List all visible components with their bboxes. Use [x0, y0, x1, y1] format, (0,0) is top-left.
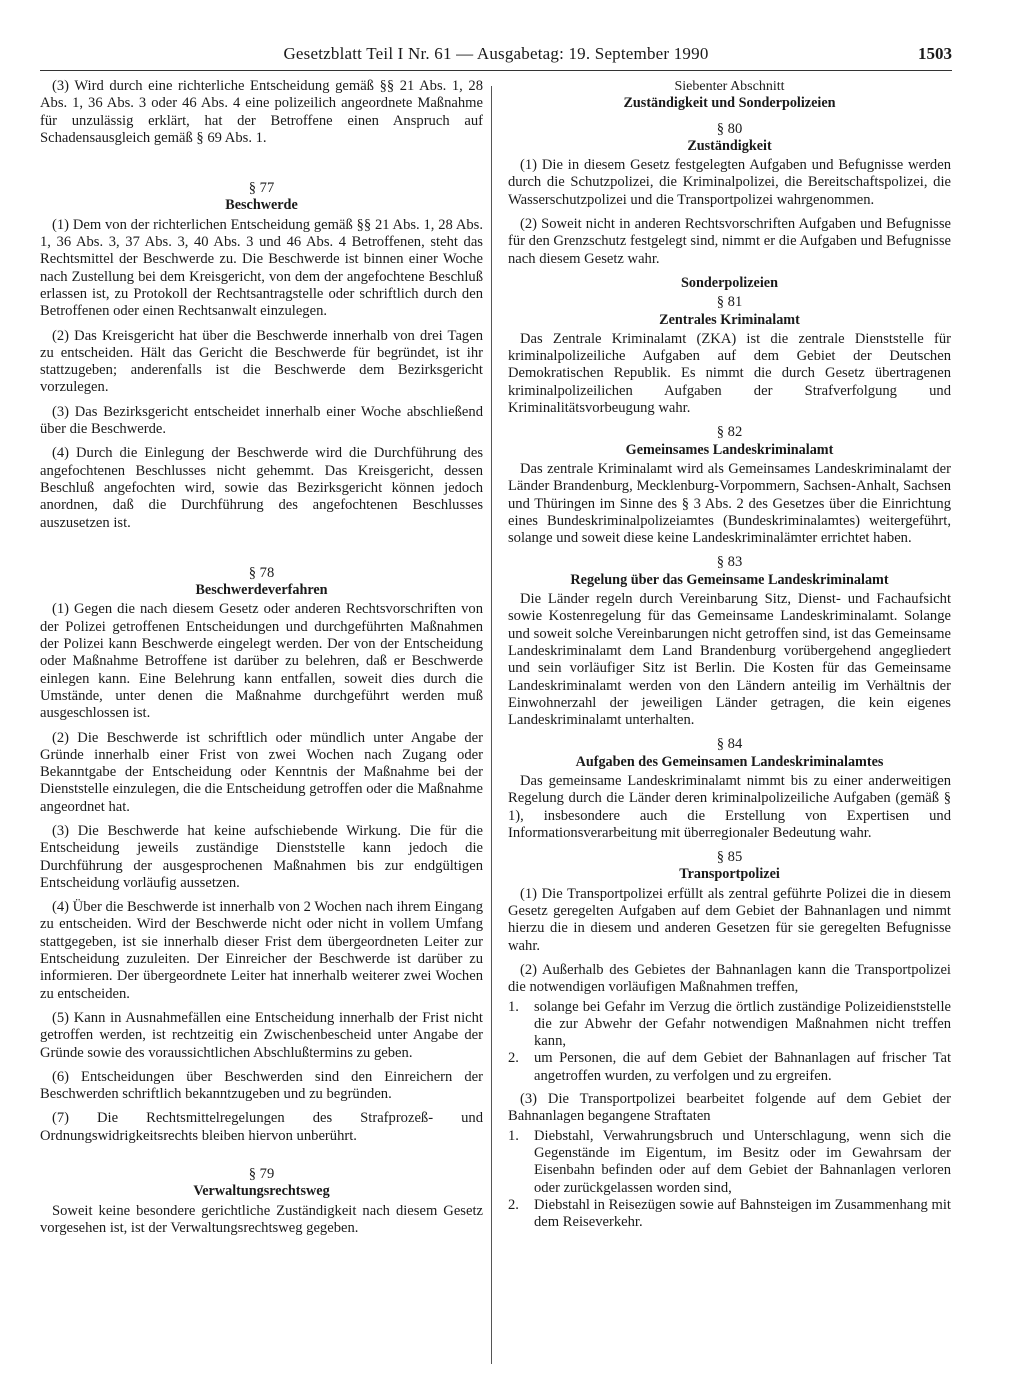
- paragraph-85-1: (1) Die Transportpolizei erfüllt als zentral geführte Polizei die in diesem Gesetz geregelten Aufgaben auf dem Gebiet der Bahnanlagen und nimmt hierzu die in diesem und anderen Gesetzen für sie geregelten Befugnisse wahr.: [508, 885, 951, 954]
- list-85-3: [508, 1128, 951, 1232]
- page-header: [40, 44, 952, 71]
- column-divider: [491, 86, 492, 1364]
- section-83-number: § 83: [716, 554, 743, 571]
- paragraph-82-1: Das zentrale Kriminalamt wird als Gemeinsames Landeskriminalamt der Länder Brandenburg, Mecklenburg-Vorpommern, Sachsen-Anhalt, Sachsen und Thüringen im Sinne des § 3 Abs. 2 des Gesetzes über die Einrichtung eines Bundeskriminalpolizeiamtes (Bundeskriminalamtes) weitergeführt, solange und soweit diese keine Landeskriminalämter errichtet haben.: [508, 460, 951, 547]
- section-85-title: Transportpolizei: [679, 866, 780, 883]
- section-84-title: Aufgaben des Gemeinsamen Landeskriminalamtes: [575, 753, 884, 770]
- paragraph-77-4: (4) Durch die Einlegung der Beschwerde wird die Durchführung des angefochtenen Beschlusses nicht gehemmt. Das Kreisgericht, dessen Beschluß angefochten wird, sowie das Bezirksgericht können jedoch anordnen, daß die Durchführung des angefochtenen Beschlusses auszusetzen ist.: [40, 445, 483, 531]
- list-item: 2. Diebstahl in Reisezügen sowie auf Bahnsteigen im Zusammenhang mit dem Reiseverkehr.: [508, 1196, 951, 1231]
- section-81-title: Zentrales Kriminalamt: [659, 311, 800, 328]
- paragraph-78-2: (2) Die Beschwerde ist schriftlich oder mündlich unter Angabe der Gründe innerhalb einer Frist von zwei Wochen nach Zugang oder Bekanntgabe der Entscheidung oder Kenntnis der Maßnahme bei der Dienststelle einzulegen, die die Entscheidung getroffen oder die Maßnahme angeordnet hat.: [40, 729, 483, 815]
- section-80-title: Zuständigkeit: [687, 137, 772, 154]
- list-item: 1. Diebstahl, Verwahrungsbruch und Unterschlagung, wenn sich die Gegenstände im Eigentum, im Besitz oder im Gewahrsam der Eisenbahn befinden oder auf dem Gebiet der Bahnanlagen verloren oder zurückgelassen worden sind,: [508, 1127, 951, 1196]
- paragraph-79-1: Soweit keine besondere gerichtliche Zuständigkeit nach diesem Gesetz vorgesehen ist, ist der Verwaltungsrechtsweg gegeben.: [40, 1202, 483, 1236]
- paragraph-80-2: (2) Soweit nicht in anderen Rechtsvorschriften Aufgaben und Befugnisse für den Grenzschutz festgelegt sind, nimmt er die Aufgaben und Befugnisse nach diesem Gesetz wahr.: [508, 216, 951, 267]
- section-78-number: § 78: [248, 564, 275, 581]
- paragraph-83-1: Die Länder regeln durch Vereinbarung Sitz, Dienst- und Fachaufsicht sowie Kostenregelung für das Gemeinsame Landeskriminalamt. Solange und soweit solche Vereinbarungen nicht getroffen sind, ist das Gemeinsame Landeskriminalamt dem Land Brandenburg vorübergehend angegliedert und sein vorläufiger Sitz ist Berlin. Die Kosten für das Gemeinsame Landeskriminalamt werden von den Ländern anteilig im Verhältnis der Einwohnerzahl der jeweiligen Länder getragen, die kein eigenes Landeskriminalamt unterhalten.: [508, 591, 951, 729]
- section-82-title: Gemeinsames Landeskriminalamt: [625, 441, 834, 458]
- paragraph-85-3: (3) Die Transportpolizei bearbeitet folgende auf dem Gebiet der Bahnanlagen begangene Straftaten: [508, 1091, 951, 1125]
- left-column: [40, 78, 483, 1368]
- section-77-number: § 77: [248, 180, 275, 197]
- section-79-number: § 79: [248, 1166, 275, 1183]
- paragraph-81-1: Das Zentrale Kriminalamt (ZKA) ist die zentrale Dienststelle für kriminalpolizeiliche Aufgaben auf dem Gebiet der Deutschen Demokratischen Republik. Es nimmt die durch Gesetz übertragenen kriminalpolizeilichen Aufgaben der Strafverfolgung und Kriminalitätsvorbeugung wahr.: [508, 330, 951, 417]
- list-85-2: [508, 999, 951, 1085]
- paragraph-78-7: (7) Die Rechtsmittelregelungen des Strafprozeß- und Ordnungswidrigkeitsrechts bleiben hiervon unberührt.: [40, 1110, 483, 1144]
- paragraph-78-3: (3) Die Beschwerde hat keine aufschiebende Wirkung. Die für die Entscheidung jeweils zuständige Dienststelle kann jedoch die Durchführung der ausgesprochenen Maßnahmen bis zur endgültigen Entscheidung vorläufig aussetzen.: [40, 822, 483, 891]
- section-84-number: § 84: [716, 736, 743, 753]
- paragraph-77-3: (3) Das Bezirksgericht entscheidet innerhalb einer Woche abschließend über die Beschwerde.: [40, 403, 483, 438]
- section-77-title: Beschwerde: [225, 197, 298, 214]
- paragraph-78-4: (4) Über die Beschwerde ist innerhalb von 2 Wochen nach ihrem Eingang zu entscheiden. Wird der Beschwerde nicht oder nicht in vollem Umfang stattgegeben, ist sie innerhalb dieser Frist dem übergeordneten Leiter zur Entscheidung zuzuleiten. Der Einreicher der Beschwerde ist darüber zu informieren. Der übergeordnete Leiter hat innerhalb weiterer zwei Wochen zu entscheiden.: [40, 899, 483, 1002]
- section-85-number: § 85: [716, 849, 743, 866]
- paragraph-76-3: (3) Wird durch eine richterliche Entscheidung gemäß §§ 21 Abs. 1, 28 Abs. 1, 36 Abs. 3 oder 46 Abs. 4 eine polizeilich angeordnete Maßnahme für unzulässig erklärt, hat der Betroffene einen Anspruch auf Schadensausgleich gemäß § 69 Abs. 1.: [40, 78, 483, 146]
- section-80-number: § 80: [716, 120, 743, 137]
- section-78-title: Beschwerdeverfahren: [195, 582, 328, 599]
- paragraph-78-6: (6) Entscheidungen über Beschwerden sind den Einreichern der Beschwerden schriftlich bekanntzugeben und zu begründen.: [40, 1068, 483, 1103]
- paragraph-78-1: (1) Gegen die nach diesem Gesetz oder anderen Rechtsvorschriften von der Polizei getroffenen Entscheidungen und durchgeführten Maßnahmen der Polizei kann Beschwerde eingelegt werden. Der von der Entscheidung oder Maßnahme Betroffene ist darüber zu belehren, daß er Beschwerde einlegen kann. Eine Belehrung kann entfallen, soweit dies durch die Umstände, unter denen die Maßnahme durchgeführt werden muß ausgeschlossen ist.: [40, 601, 483, 722]
- section-83-title: Regelung über das Gemeinsame Landeskriminalamt: [570, 571, 889, 588]
- chapter-number: Siebenter Abschnitt: [674, 79, 785, 94]
- list-item: 1. solange bei Gefahr im Verzug die örtlich zuständige Polizeidienststelle die zur Abwehr der Gefahr notwendigen Maßnahmen nicht treffen kann,: [508, 998, 951, 1050]
- section-82-number: § 82: [716, 424, 743, 441]
- list-item: 2. um Personen, die auf dem Gebiet der Bahnanlagen auf frischer Tat angetroffen wurden, zu verfolgen und zu ergreifen.: [508, 1050, 951, 1084]
- paragraph-77-1: (1) Dem von der richterlichen Entscheidung gemäß §§ 21 Abs. 1, 28 Abs. 1, 36 Abs. 3, 37 Abs. 3, 40 Abs. 3 und 46 Abs. 4 Betroffenen, steht das Rechtsmittel der Beschwerde zu. Die Beschwerde ist binnen einer Woche nach Zustellung bei dem Kreisgericht, von dem der angefochtene Beschluß erlassen ist, zu Protokoll der Rechtsantragstelle oder schriftlich durch den Betroffenen oder einen Rechtsanwalt einzulegen.: [40, 216, 483, 320]
- paragraph-80-1: (1) Die in diesem Gesetz festgelegten Aufgaben und Befugnisse werden durch die Schutzpolizei, die Kriminalpolizei, die Bereitschaftspolizei, die Wasserschutzpolizei und die Transportpolizei wahrgenommen.: [508, 157, 951, 208]
- paragraph-85-2: (2) Außerhalb des Gebietes der Bahnanlagen kann die Transportpolizei die notwendigen vorläufigen Maßnahmen treffen,: [508, 961, 951, 996]
- right-column: [508, 78, 951, 1368]
- section-81-number: § 81: [716, 294, 743, 311]
- section-79-title: Verwaltungsrechtsweg: [193, 1183, 330, 1200]
- chapter-title: Zuständigkeit und Sonderpolizeien: [623, 95, 836, 112]
- paragraph-84-1: Das gemeinsame Landeskriminalamt nimmt bis zu einer anderweitigen Regelung durch die Länder deren kriminalpolizeiliche Aufgaben (gemäß § 1), insbesondere auch die Erstellung von Expertisen und Informationsverarbeitung mit überregionaler Bedeutung wahr.: [508, 772, 951, 841]
- page-number: 1503: [918, 44, 952, 63]
- sonderpolizeien-heading: Sonderpolizeien: [681, 274, 778, 291]
- paragraph-78-5: (5) Kann in Ausnahmefällen eine Entscheidung innerhalb der Frist nicht getroffen werden, ist rechtzeitig ein Zwischenbescheid unter Angabe der Gründe sowie des voraussichtlichen Abschlußtermins zu geben.: [40, 1009, 483, 1061]
- running-title: Gesetzblatt Teil I Nr. 61 — Ausgabetag: 19. September 1990: [283, 44, 709, 63]
- paragraph-77-2: (2) Das Kreisgericht hat über die Beschwerde innerhalb von drei Tagen zu entscheiden. Hält das Gericht die Beschwerde für begründet, ist ihr stattzugeben; anderenfalls ist die Beschwerde dem Bezirksgericht vorzulegen.: [40, 327, 483, 396]
